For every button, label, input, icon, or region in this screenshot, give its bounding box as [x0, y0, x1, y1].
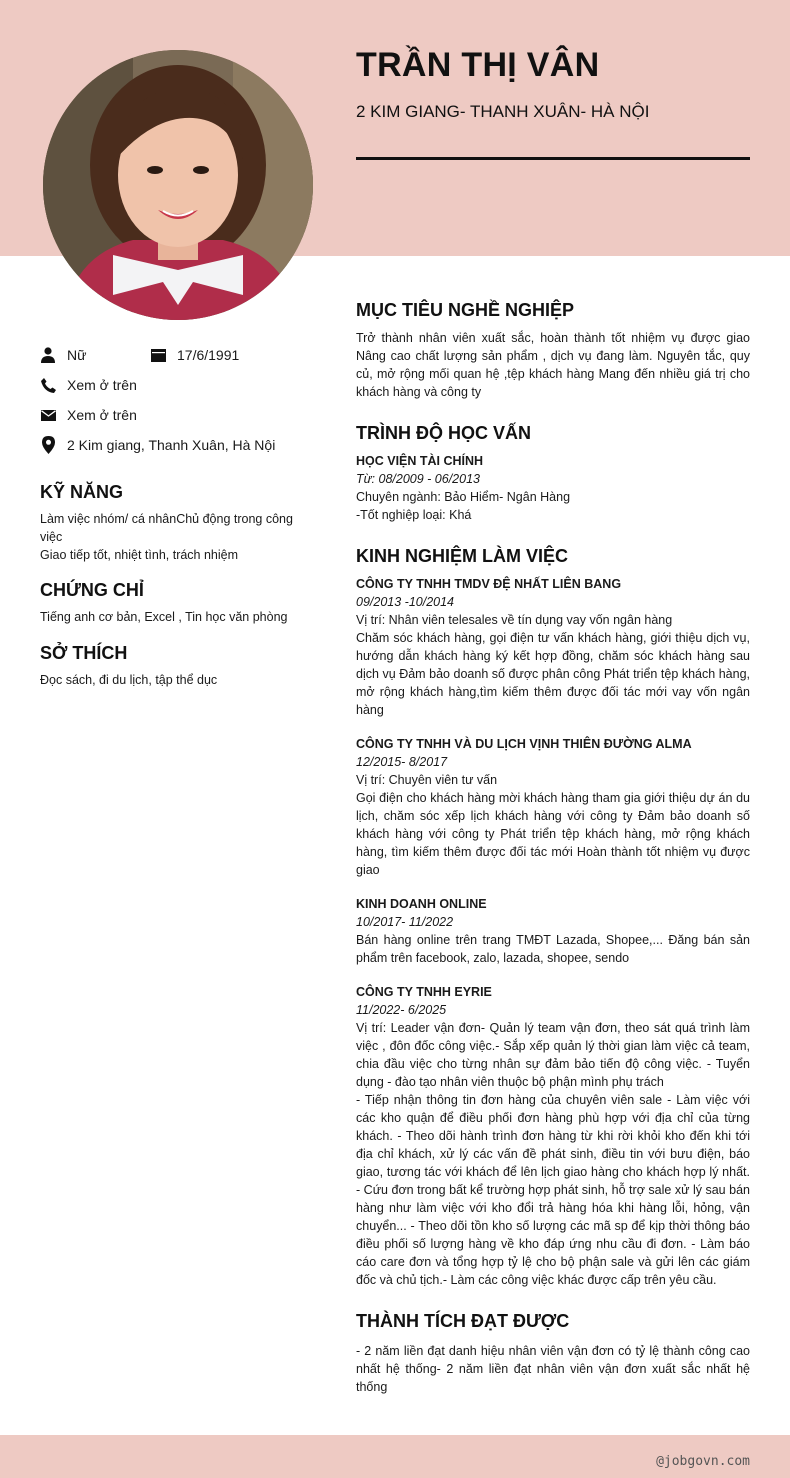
footer-watermark: @jobgovn.com	[656, 1454, 750, 1469]
phone-value: Xem ở trên	[67, 377, 137, 393]
header-divider	[356, 157, 750, 160]
skills-title: KỸ NĂNG	[40, 482, 124, 502]
header-address: 2 KIM GIANG- THANH XUÂN- HÀ NỘI	[356, 102, 650, 121]
objective-title: MỤC TIÊU NGHỀ NGHIỆP	[356, 300, 575, 320]
job-period: 12/2015- 8/2017	[356, 755, 448, 769]
job-description: Chăm sóc khách hàng, gọi điện tư vấn khách hàng, giới thiệu dịch vụ, hướng dẫn khách hàng ký kết hợp đồng, chăm sóc khách hàng sau dịch vụ Đảm bảo doanh số được phân công Phát triển tệp khách hàng, mở rộng khách hàng,tìm kiếm thêm được đối tác mới vay vốn ngân hàng	[356, 631, 750, 717]
experience-title: KINH NGHIỆM LÀM VIỆC	[356, 546, 569, 566]
job-description: Bán hàng online trên trang TMĐT Lazada, Shopee,... Đăng bán sản phẩm trên facebook, zalo, lazada, shopee, sendo	[356, 933, 750, 965]
job-description: - Tiếp nhận thông tin đơn hàng của chuyên viên sale - Làm việc với các kho quận để điều phối đơn hàng phù hợp với địa chỉ của từng khách. - Theo dõi hành trình đơn hàng từ khi rời khỏi kho đến khi tới địa chỉ khách, xử lý các vấn đề phát sinh, điều tin với bưu điện, báo giao, tương tác với khách để lên lịch giao hàng cho khách hợp lý nhất. - Cứu đơn trong bất kể trường hợp phát sinh, hỗ trợ sale xử lý sau bán hàng như làm việc với kho đổi trả hàng hóa khi hàng lỗi, hỏng, vận chuyển... - Theo dõi tồn kho số lượng các mã sp để kịp thời thông báo điều phối số lượng hàng về kho đáp ứng nhu cầu đi đơn. - Làm báo cáo care đơn và tổng hợp tỷ lệ cho bộ phận sale và gửi lên các giám đốc và chủ tịch.- Làm các công việc khác được cấp trên yêu cầu.	[356, 1093, 750, 1287]
certificates-text: Tiếng anh cơ bản, Excel , Tin học văn phòng	[40, 610, 288, 624]
objective-text: Trở thành nhân viên xuất sắc, hoàn thành tốt nhiệm vụ được giao Nâng cao chất lượng sản phẩm , dịch vụ đang làm. Nguyên tắc, quy củ, mở rộng mối quan hệ ,tệp khách hàng Mang đến nhiều giá trị cho khách hàng và công ty	[356, 331, 750, 399]
job-entry	[356, 735, 750, 879]
gender-value: Nữ	[67, 347, 87, 363]
education-title: TRÌNH ĐỘ HỌC VẤN	[356, 423, 531, 443]
birthdate-item	[150, 347, 239, 363]
achievements-text: - 2 năm liền đạt danh hiệu nhân viên vận đơn có tỷ lệ thành công cao nhất hệ thống- 2 năm liền đạt nhân viên vận đơn xuất sắc nhất hệ thống	[356, 1344, 750, 1394]
gender-item	[40, 347, 150, 363]
job-company: KINH DOANH ONLINE	[356, 897, 487, 911]
job-company: CÔNG TY TNHH VÀ DU LỊCH VỊNH THIÊN ĐƯỜNG ALMA	[356, 737, 692, 751]
job-position: Vị trí: Chuyên viên tư vấn	[356, 773, 498, 787]
gender-birthdate-row	[40, 340, 310, 370]
education-grade: -Tốt nghiệp loại: Khá	[356, 508, 472, 522]
job-period: 09/2013 -10/2014	[356, 595, 455, 609]
skills-line-2: Giao tiếp tốt, nhiệt tình, trách nhiệm	[40, 548, 239, 562]
education-major: Chuyên ngành: Bảo Hiểm- Ngân Hàng	[356, 490, 571, 504]
hobbies-text: Đọc sách, đi du lịch, tập thể dục	[40, 673, 218, 687]
email-row	[40, 400, 310, 430]
candidate-name: TRẦN THỊ VÂN	[356, 46, 600, 84]
job-position: Vị trí: Nhân viên telesales về tín dụng vay vốn ngân hàng	[356, 613, 673, 627]
phone-row	[40, 370, 310, 400]
mail-icon	[40, 407, 56, 423]
calendar-icon	[150, 347, 166, 363]
address-value: 2 Kim giang, Thanh Xuân, Hà Nội	[67, 437, 276, 453]
right-column	[356, 300, 750, 1396]
person-icon	[40, 347, 56, 363]
education-period: Từ: 08/2009 - 06/2013	[356, 472, 480, 486]
certificates-title: CHỨNG CHỈ	[40, 580, 144, 600]
left-column	[40, 340, 310, 689]
job-company: CÔNG TY TNHH TMDV ĐỆ NHẤT LIÊN BANG	[356, 577, 622, 591]
email-value: Xem ở trên	[67, 407, 137, 423]
education-school: HỌC VIỆN TÀI CHÍNH	[356, 454, 484, 468]
achievements-title: THÀNH TÍCH ĐẠT ĐƯỢC	[356, 1311, 570, 1331]
hobbies-title: SỞ THÍCH	[40, 643, 128, 663]
location-icon	[40, 437, 56, 453]
email-item	[40, 407, 137, 423]
job-company: CÔNG TY TNHH EYRIE	[356, 985, 492, 999]
address-row	[40, 430, 310, 460]
job-entry	[356, 575, 750, 719]
job-period: 11/2022- 6/2025	[356, 1003, 447, 1017]
job-entry	[356, 895, 750, 967]
job-period: 10/2017- 11/2022	[356, 915, 454, 929]
job-description: Gọi điện cho khách hàng mời khách hàng tham gia giới thiệu dự án du lịch, chăm sóc xếp lịch khách hàng với công ty Đảm bảo doanh số khách hàng với công ty Phát triển tệp khách hàng, mở rộng khách hàng, tìm kiếm thêm được đối tác mới Hoàn thành tốt nhiệm vụ được giao	[356, 791, 750, 877]
skills-line-1: Làm việc nhóm/ cá nhânChủ động trong công việc	[40, 512, 293, 544]
birthdate-value: 17/6/1991	[177, 347, 240, 363]
avatar	[43, 50, 313, 320]
address-item	[40, 437, 275, 453]
phone-item	[40, 377, 137, 393]
job-entry	[356, 983, 750, 1289]
phone-icon	[40, 377, 56, 393]
job-position: Vị trí: Leader vận đơn- Quản lý team vận đơn, theo sát quá trình làm việc , đôn đốc công việc.- Sắp xếp quản lý thời gian làm việc cả team, chia đầu việc cho từng nhân sự đảm bảo tiến độ công việc. - Tuyển dụng - đào tạo nhân viên thuộc bộ phận mình phụ trách	[356, 1021, 750, 1089]
